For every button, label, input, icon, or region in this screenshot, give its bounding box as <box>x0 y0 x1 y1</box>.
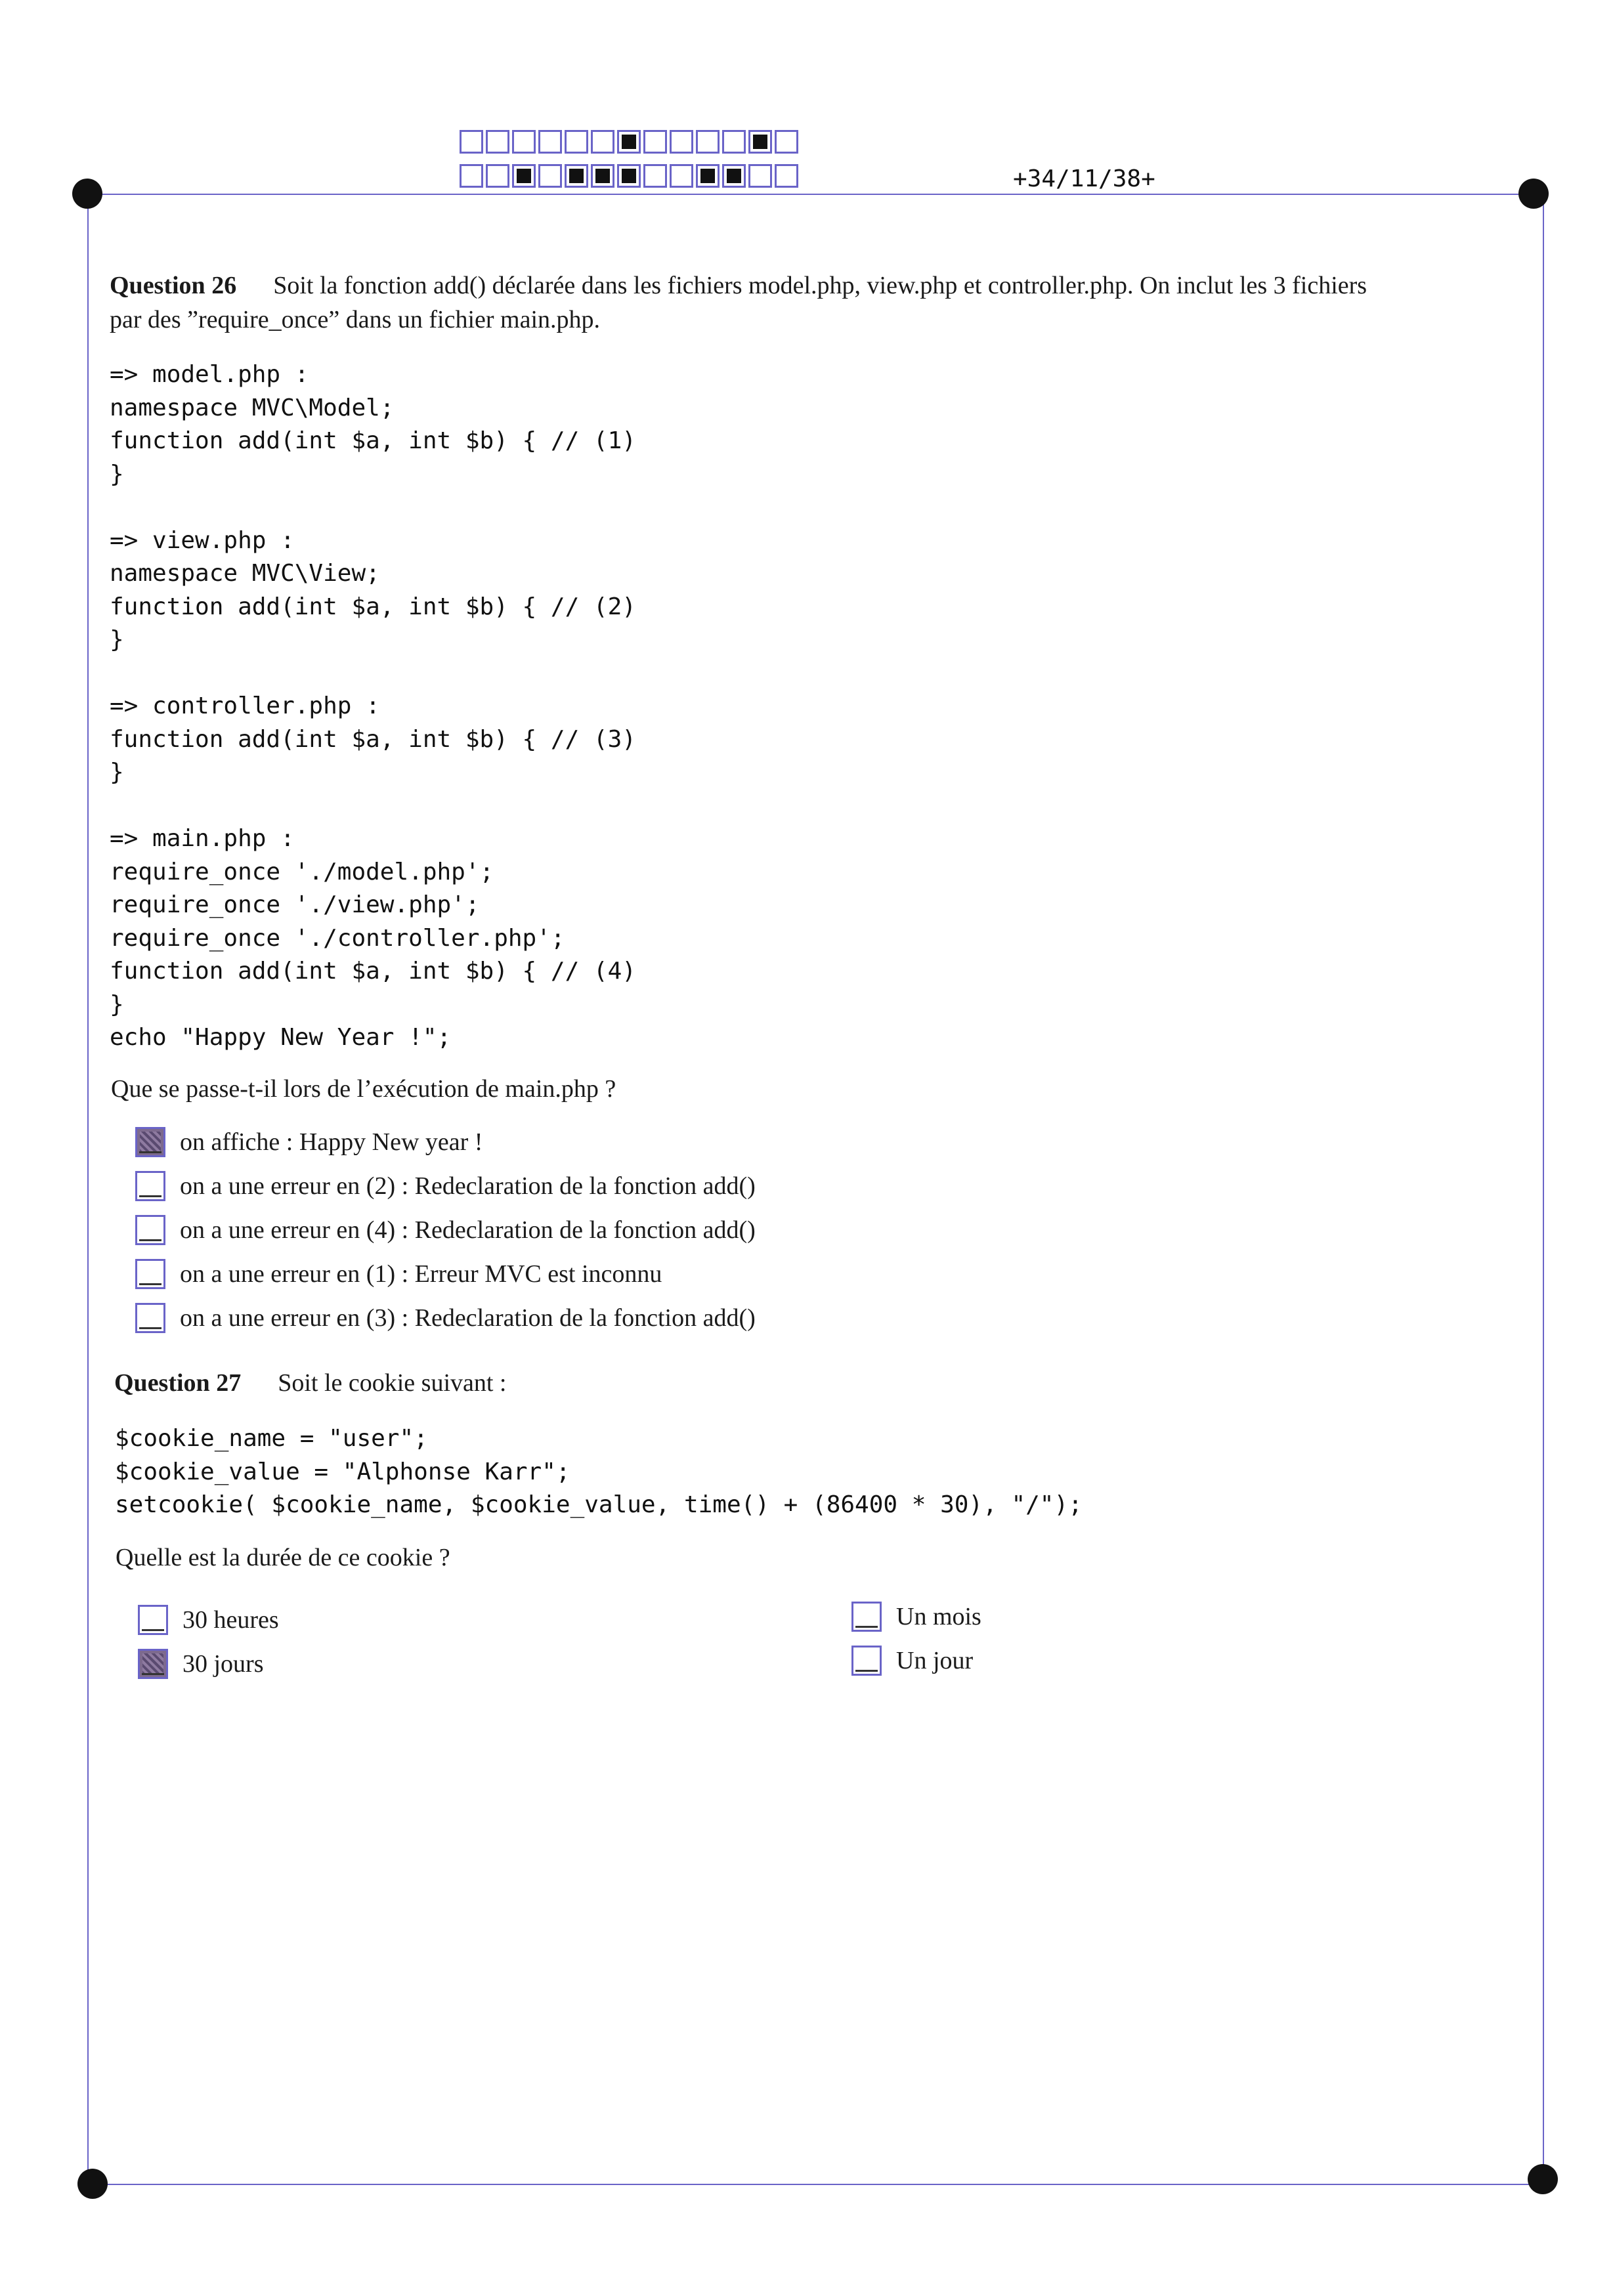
q26-prompt: Que se passe-t-il lors de l’exécution de main.php ? <box>111 1075 616 1103</box>
id-code-box <box>696 130 720 154</box>
checkbox[interactable] <box>851 1602 882 1632</box>
id-code-box <box>460 164 483 188</box>
id-code-box <box>565 130 588 154</box>
q27-label: Question 27 <box>114 1369 242 1397</box>
q27-answer-3[interactable] <box>851 1602 981 1632</box>
id-code-box <box>512 130 536 154</box>
id-code-box <box>565 164 588 188</box>
q27-answer-1[interactable] <box>138 1605 279 1635</box>
q27-statement <box>114 1367 507 1399</box>
q26-answer-2[interactable] <box>135 1171 756 1201</box>
page-identifier: +34/11/38+ <box>1013 165 1155 192</box>
id-code-box <box>670 130 693 154</box>
id-code-box <box>748 164 772 188</box>
id-code-box <box>591 130 614 154</box>
checkbox[interactable] <box>138 1649 168 1679</box>
q27-text: Soit le cookie suivant : <box>278 1369 507 1397</box>
checkbox[interactable] <box>138 1605 168 1635</box>
id-code-box <box>617 130 641 154</box>
id-code-box <box>643 130 667 154</box>
id-code-box <box>775 164 798 188</box>
q26-statement <box>110 269 1521 302</box>
q26-answer-5[interactable] <box>135 1303 756 1333</box>
q27-answer-4[interactable] <box>851 1646 973 1676</box>
answer-label: on a une erreur en (2) : Redeclaration de la fonction add() <box>180 1172 756 1200</box>
id-code-box <box>486 164 509 188</box>
checkbox[interactable] <box>135 1127 165 1157</box>
q26-text-line1: Soit la fonction add() déclarée dans les fichiers model.php, view.php et controller.php. On inclut les 3 fichiers <box>273 272 1367 299</box>
answer-label: Un mois <box>896 1603 981 1630</box>
id-code-box <box>670 164 693 188</box>
answer-label: 30 heures <box>183 1606 279 1634</box>
checkbox[interactable] <box>851 1646 882 1676</box>
q27-prompt: Quelle est la durée de ce cookie ? <box>116 1544 450 1571</box>
id-code-box <box>748 130 772 154</box>
q26-code-block: => model.php : namespace MVC\Model; function add(int $a, int $b) { // (1) } => view.php : namespace MVC\View; function add(int $a, int $b) { // (2) } => controller.php : function add(int $a, int $b) { // (3) } => main.php : require_once './model.php'; require_once './view.php'; require_once './controller.php'; function add(int $a, int $b) { // (4) } echo "Happy New Year !"; <box>110 361 636 1051</box>
corner-marker-bottom-left <box>77 2169 108 2199</box>
answer-label: on a une erreur en (3) : Redeclaration de la fonction add() <box>180 1304 756 1332</box>
id-code-box <box>617 164 641 188</box>
id-code-box <box>486 130 509 154</box>
checkbox[interactable] <box>135 1171 165 1201</box>
id-code-row-1 <box>460 130 801 154</box>
id-code-box <box>538 130 562 154</box>
q26-answer-4[interactable] <box>135 1259 662 1289</box>
id-code-box <box>643 164 667 188</box>
q27-answer-2[interactable] <box>138 1649 264 1679</box>
id-code-box <box>460 130 483 154</box>
corner-marker-bottom-right <box>1528 2164 1558 2194</box>
id-code-box <box>696 164 720 188</box>
id-code-box <box>722 130 746 154</box>
q26-answer-1[interactable] <box>135 1127 483 1157</box>
id-code-box <box>512 164 536 188</box>
answer-label: Un jour <box>896 1647 974 1674</box>
answer-label: 30 jours <box>183 1650 264 1678</box>
q26-text-line2: par des ”require_once” dans un fichier main.php. <box>110 306 601 333</box>
q26-answer-3[interactable] <box>135 1215 756 1245</box>
answer-label: on a une erreur en (4) : Redeclaration de la fonction add() <box>180 1216 756 1244</box>
id-code-box <box>538 164 562 188</box>
corner-marker-top-left <box>72 179 102 209</box>
answer-label: on a une erreur en (1) : Erreur MVC est inconnu <box>180 1260 662 1288</box>
checkbox[interactable] <box>135 1259 165 1289</box>
id-code-row-2 <box>460 164 801 188</box>
q27-code-block: $cookie_name = "user"; $cookie_value = "Alphonse Karr"; setcookie( $cookie_name, $cookie_value, time() + (86400 * 30), "/"); <box>115 1425 1083 1518</box>
id-code-box <box>775 130 798 154</box>
corner-marker-top-right <box>1518 179 1549 209</box>
id-code-box <box>591 164 614 188</box>
checkbox[interactable] <box>135 1215 165 1245</box>
id-code-box <box>722 164 746 188</box>
answer-label: on affiche : Happy New year ! <box>180 1128 483 1156</box>
q26-label: Question 26 <box>110 272 237 299</box>
checkbox[interactable] <box>135 1303 165 1333</box>
